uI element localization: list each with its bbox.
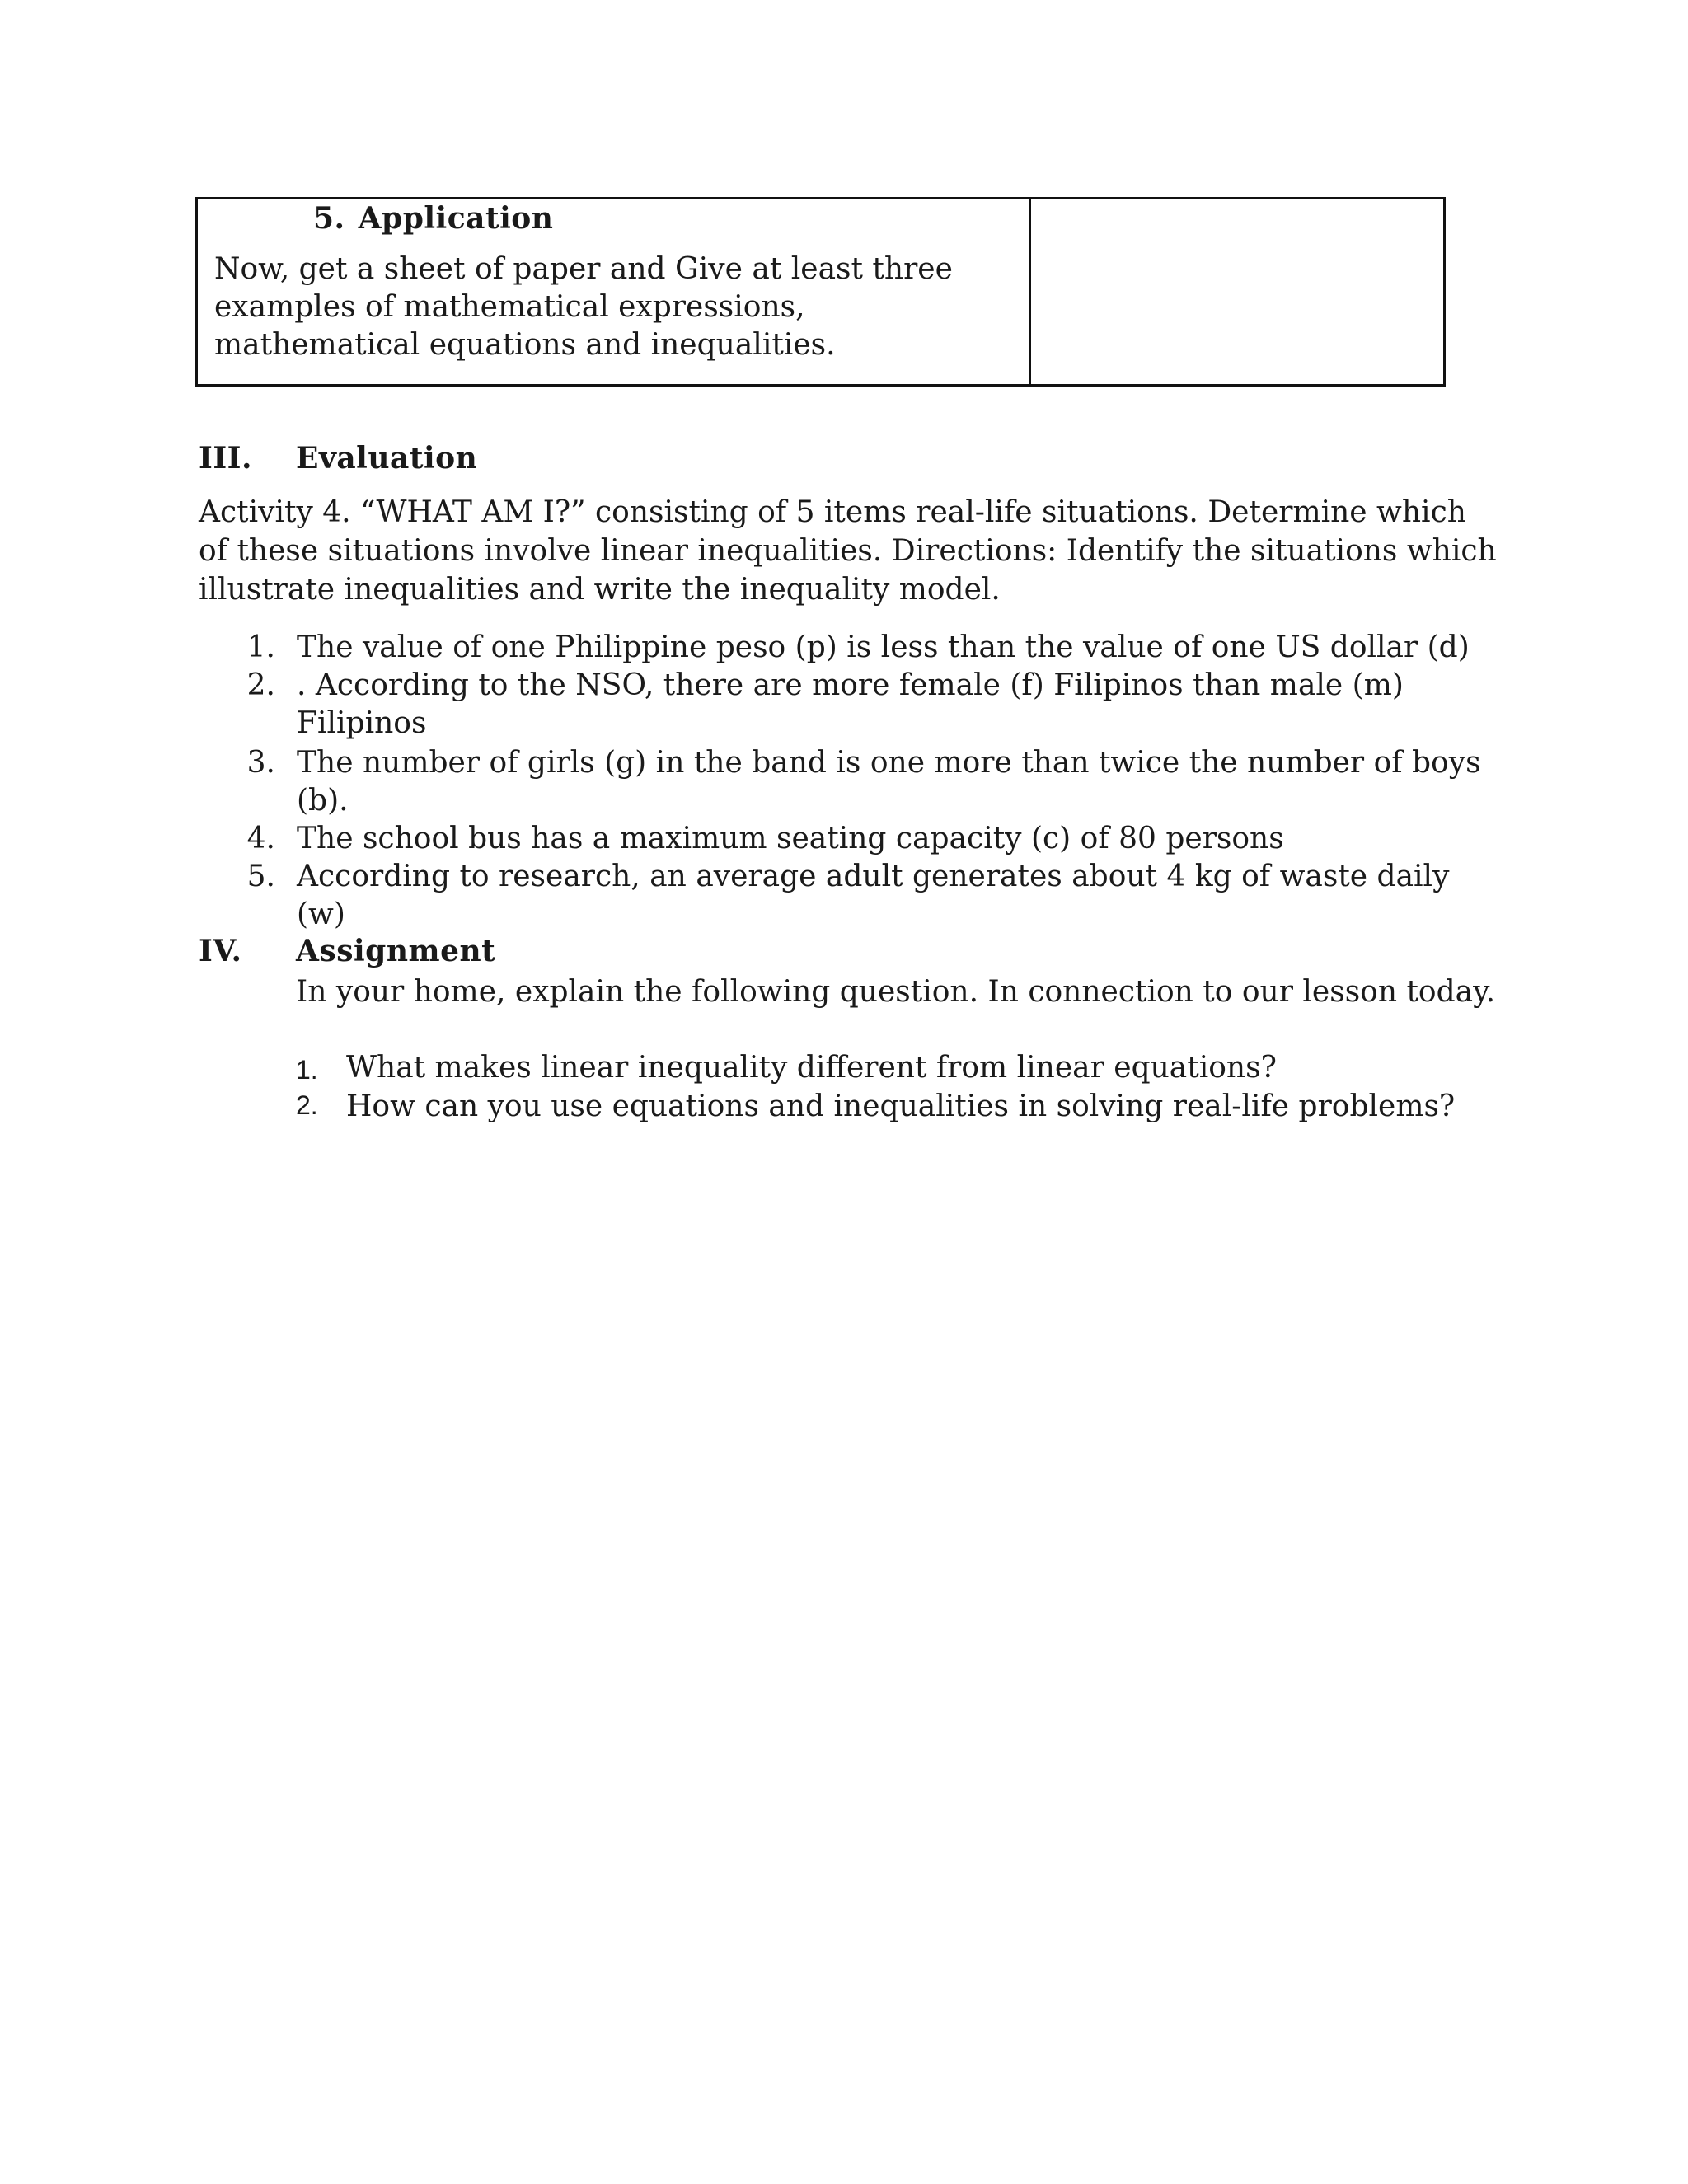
list-item [199, 744, 1484, 820]
list-item-number: 5. [246, 860, 275, 893]
application-number: 5. [313, 201, 345, 236]
assignment-intro: In your home, explain the following question. In connection to our lesson today. [296, 975, 1496, 1009]
assignment-number: IV. [199, 934, 242, 968]
assignment-title: Assignment [296, 934, 496, 968]
list-item [199, 1049, 1484, 1088]
list-item-number: 4. [246, 822, 275, 855]
application-heading [313, 201, 553, 236]
application-empty-cell [1031, 199, 1443, 384]
list-item [199, 1088, 1484, 1127]
application-body: Now, get a sheet of paper and Give at least three examples of mathematical expressions, mathematical equations and inequalities. [214, 252, 953, 362]
list-item-text: The value of one Philippine peso (p) is less than the value of one US dollar (d) [297, 630, 1470, 664]
evaluation-title: Evaluation [296, 441, 478, 476]
application-cell [198, 199, 1031, 384]
list-item-text: The number of girls (g) in the band is one more than twice the number of boys (b). [297, 746, 1481, 818]
list-item [199, 858, 1484, 931]
assignment-list [199, 1049, 1484, 1127]
list-item [199, 667, 1484, 744]
application-title: Application [358, 201, 554, 236]
list-item-number: 1. [296, 1055, 318, 1085]
list-item [199, 820, 1484, 858]
list-item-text: . According to the NSO, there are more female (f) Filipinos than male (m) Filipinos [297, 668, 1404, 740]
list-item-number: 2. [246, 668, 275, 702]
evaluation-list [199, 629, 1484, 931]
evaluation-intro: Activity 4. “WHAT AM I?” consisting of 5 items real-life situations. Determine which of these situations involve linear inequalities. Directions: Identify the situations which illustrate inequalities and write the inequality model. [199, 495, 1497, 607]
list-item-text: The school bus has a maximum seating capacity (c) of 80 persons [297, 822, 1284, 855]
list-item-text: How can you use equations and inequalities in solving real-life problems? [346, 1090, 1456, 1123]
list-item-text: What makes linear inequality different from linear equations? [346, 1051, 1277, 1085]
list-item-number: 3. [246, 746, 275, 780]
list-item-text: According to research, an average adult generates about 4 kg of waste daily (w) [297, 860, 1450, 931]
list-item [199, 629, 1484, 667]
list-item-number: 1. [246, 630, 275, 664]
list-item-number: 2. [296, 1090, 318, 1120]
evaluation-number: III. [199, 441, 253, 476]
application-table [195, 197, 1446, 387]
